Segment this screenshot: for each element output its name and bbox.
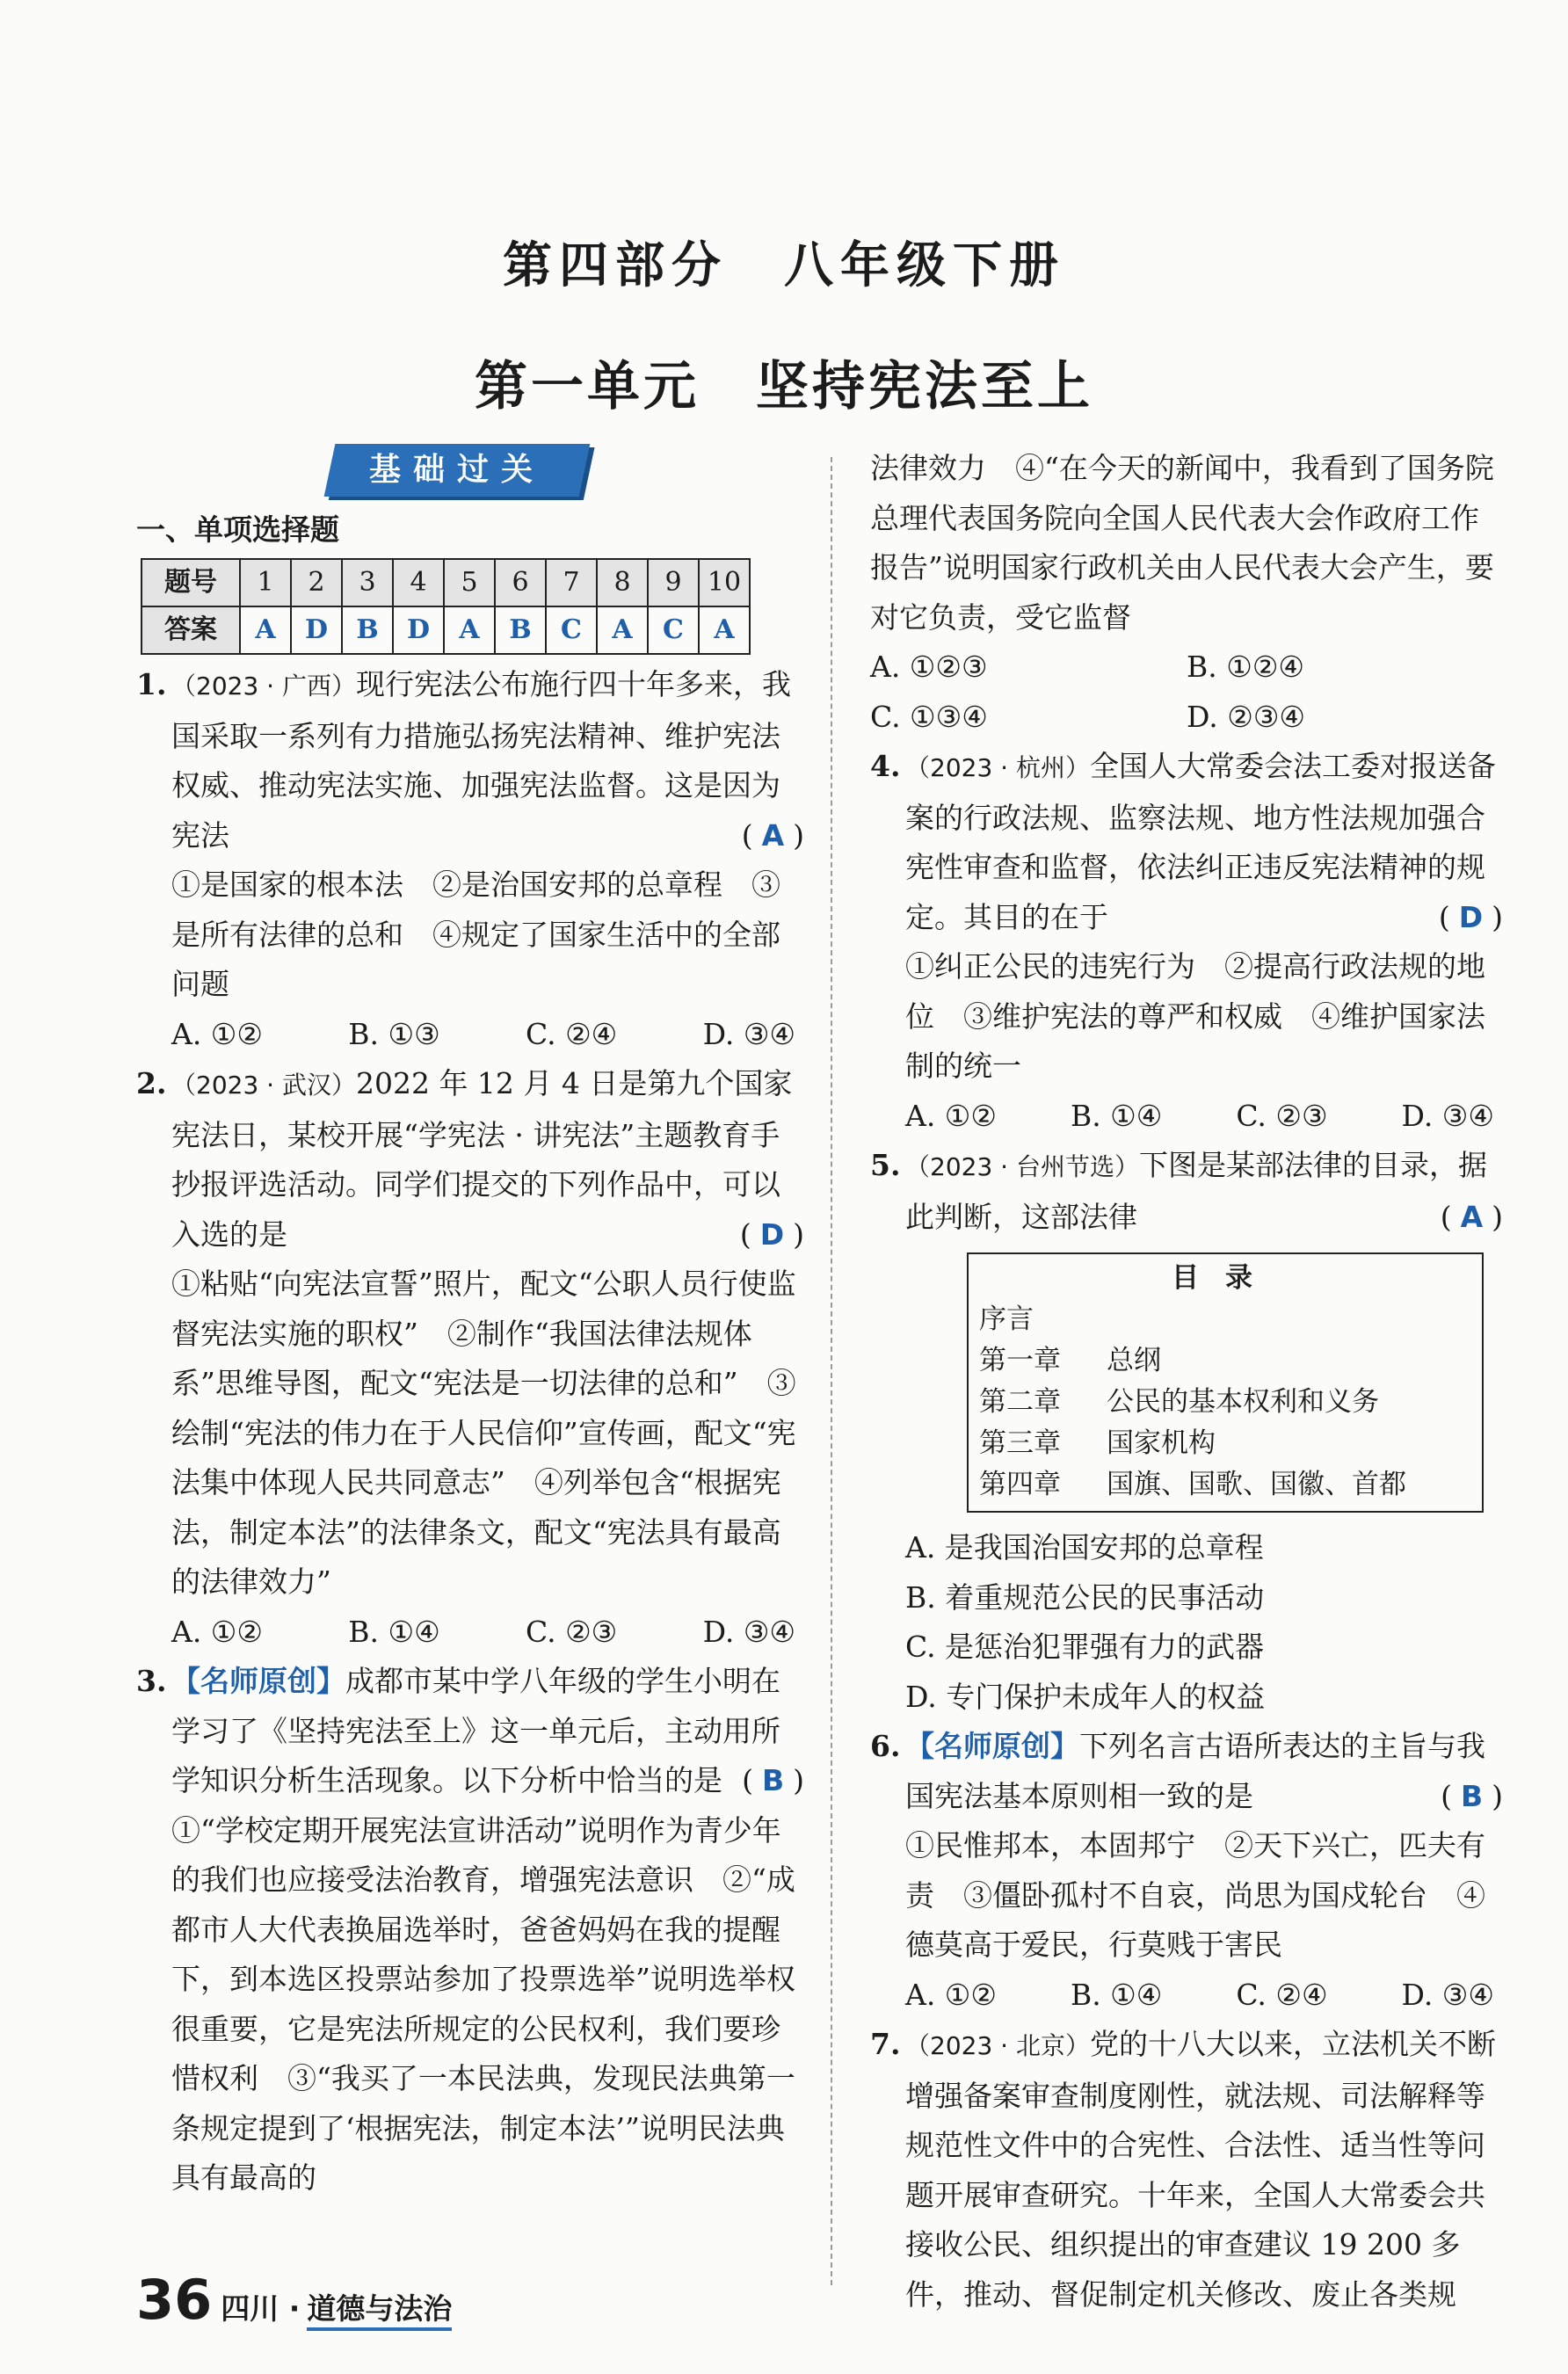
part-title: 第四部分 八年级下册 [503, 237, 1065, 294]
question-items: ①是国家的根本法 ②是治国安邦的总章程 ③是所有法律的总和 ④规定了国家生活中的全部问题 [171, 868, 780, 1001]
answer-paren: ( B ) [1441, 1778, 1503, 1813]
option: A. ①② [171, 1016, 263, 1051]
option: D. 专门保护未成年人的权益 [905, 1679, 1266, 1714]
question-options [171, 1010, 804, 1060]
question-number-cell: 5 [444, 559, 495, 606]
toc-row: 第三章 国家机构 [979, 1427, 1216, 1459]
option: C. 是惩治犯罪强有力的武器 [905, 1630, 1265, 1664]
question-number: 6. [870, 1729, 901, 1763]
option: B. ①②④ [1187, 650, 1304, 684]
question-number-cell: 6 [495, 559, 546, 606]
question-4 [870, 742, 1503, 1141]
answer-paren: ( D ) [1438, 899, 1503, 934]
question-stem: 现行宪法公布施行四十年多来，我国采取一系列有力措施弘扬宪法精神、维护宪法权威、推动宪法实施、加强宪法监督。这是因为宪法 [171, 667, 791, 853]
option: B. ①④ [1070, 1098, 1163, 1133]
question-3 [136, 1657, 804, 2203]
option: A. ①② [905, 1098, 997, 1133]
question-stem: 下图是某部法律的目录，据此判断，这部法律 [905, 1148, 1487, 1234]
answer-cell: C [546, 606, 597, 654]
option: D. ③④ [1401, 1977, 1494, 2012]
footer-province: 四川 · [221, 2291, 301, 2326]
option: B. ①④ [348, 1614, 440, 1649]
option: B. 着重规范公民的民事活动 [905, 1579, 1265, 1615]
question-options [905, 1971, 1503, 2021]
question-number: 4. [870, 749, 901, 783]
option: C. ②③ [1236, 1098, 1328, 1133]
question-options [870, 643, 1503, 742]
question-6 [870, 1722, 1503, 2020]
left-column [136, 444, 804, 2203]
page-footer [136, 2268, 452, 2332]
question-7 [870, 2020, 1503, 2320]
option: A. 是我国治国安邦的总章程 [905, 1530, 1264, 1565]
option: B. ①③ [348, 1016, 440, 1051]
question-stem: 全国人大常委会法工委对报送备案的行政法规、监察法规、地方性法规加强合宪性审查和监督，依法纠正违反宪法精神的规定。其目的在于 [905, 749, 1496, 934]
toc-title: 目录 [1172, 1262, 1279, 1294]
column-divider [831, 457, 832, 2285]
option: C. ②③ [526, 1614, 618, 1649]
question-items: ①“学校定期开展宪法宣讲活动”说明作为青少年的我们也应接受法治教育，增强宪法意识 ②“成都市人大代表换届选举时，爸爸妈妈在我的提醒下，到本选区投票站参加了投票选举”说明选举权很重要，它是宪法所规定的公民权利，我们要珍惜权利 ③“我买了一本民法典，发现民法典第一条规定提到了‘根据宪法，制定本法’”说明民法典具有最高的 [171, 1812, 795, 2195]
question-stem: 下列名言古语所表达的主旨与我国宪法基本原则相一致的是 [905, 1729, 1485, 1813]
answer-cell: B [342, 606, 393, 654]
question-number-cell: 1 [240, 559, 291, 606]
question-stem: 党的十八大以来，立法机关不断增强备案审查制度刚性，就法规、司法解释等规范性文件中的合宪性、合法性、适当性等问题开展审查研究。十年来，全国人大常委会共接收公民、组织提出的审查建议 19 200 多件，推动、督促制定机关修改、废止各类规 [905, 2027, 1496, 2312]
question-number-cell: 2 [291, 559, 342, 606]
answer-paren: ( B ) [742, 1763, 804, 1797]
question-number-cell: 3 [342, 559, 393, 606]
question-number: 3. [136, 1664, 167, 1698]
question-5 [870, 1141, 1503, 1722]
question-source: （2023 · 北京） [905, 2031, 1090, 2060]
answer-cell: A [699, 606, 750, 654]
question-source: （2023 · 杭州） [905, 753, 1090, 782]
question-number: 7. [870, 2027, 901, 2061]
option: D. ③④ [1401, 1098, 1494, 1133]
option: D. ②③④ [1187, 699, 1306, 734]
option: D. ③④ [702, 1614, 795, 1649]
question-stem: 成都市某中学八年级的学生小明在学习了《坚持宪法至上》这一单元后，主动用所学知识分析生活现象。以下分析中恰当的是 [171, 1664, 780, 1797]
toc-preface: 序言 [979, 1303, 1034, 1335]
question-number: 2. [136, 1066, 167, 1100]
option: D. ③④ [702, 1016, 795, 1051]
answer-table-header: 题号 [142, 559, 240, 606]
answer-cell: D [393, 606, 444, 654]
table-of-contents-figure [967, 1252, 1484, 1513]
question-source: （2023 · 武汉） [171, 1071, 356, 1100]
option: A. ①②③ [870, 650, 988, 684]
section-heading: 一、单项选择题 [136, 512, 339, 547]
answer-cell: A [240, 606, 291, 654]
question-items: ①民惟邦本，本固邦宁 ②天下兴亡，匹夫有责 ③僵卧孤村不自哀，尚思为国戍轮台 ④德莫高于爱民，行莫贱于害民 [905, 1828, 1485, 1962]
toc-row: 第四章 国旗、国歌、国徽、首都 [979, 1469, 1406, 1500]
option: B. ①④ [1070, 1977, 1163, 2012]
answer-cell: C [648, 606, 699, 654]
answer-cell: B [495, 606, 546, 654]
answer-paren: ( D ) [739, 1216, 804, 1252]
question-number-cell: 8 [597, 559, 648, 606]
answer-cell: A [444, 606, 495, 654]
answer-table-header: 答案 [142, 606, 240, 654]
question-number-cell: 7 [546, 559, 597, 606]
question-number-cell: 9 [648, 559, 699, 606]
answer-cell: D [291, 606, 342, 654]
option: C. ②④ [526, 1016, 618, 1051]
toc-row: 第一章 总纲 [979, 1345, 1161, 1376]
section-banner: 基础过关 [324, 444, 591, 497]
unit-title: 第一单元 坚持宪法至上 [475, 356, 1093, 417]
question-items: 法律效力 ④“在今天的新闻中，我看到了国务院总理代表国务院向全国人民代表大会作政府工作报告”说明国家行政机关由人民代表大会产生，要对它负责，受它监督 [870, 451, 1494, 635]
answer-paren: ( A ) [741, 817, 804, 853]
question-number: 1. [136, 667, 167, 701]
option: A. ①② [171, 1614, 263, 1649]
question-number-cell: 4 [393, 559, 444, 606]
option: C. ①③④ [870, 699, 988, 734]
question-number-cell: 10 [699, 559, 750, 606]
right-column [870, 444, 1503, 2320]
answer-table [141, 558, 751, 655]
question-3-continued [870, 444, 1503, 742]
answer-cell: A [597, 606, 648, 654]
question-options [905, 1092, 1503, 1142]
question-1 [136, 660, 804, 1059]
question-2 [136, 1059, 804, 1657]
question-number: 5. [870, 1148, 901, 1182]
page-number: 36 [136, 2268, 213, 2332]
question-items: ①纠正公民的违宪行为 ②提高行政法规的地位 ③维护宪法的尊严和权威 ④维护国家法制的统一 [905, 949, 1485, 1083]
question-tag: 【名师原创】 [171, 1664, 345, 1698]
question-source: （2023 · 广西） [171, 672, 356, 701]
option: C. ②④ [1236, 1977, 1328, 2012]
option: A. ①② [905, 1977, 997, 2012]
question-tag: 【名师原创】 [905, 1729, 1079, 1763]
question-items: ①粘贴“向宪法宣誓”照片，配文“公职人员行使监督宪法实施的职权” ②制作“我国法律法规体系”思维导图，配文“宪法是一切法律的总和” ③绘制“宪法的伟力在于人民信仰”宣传画，配文“宪法集中体现人民共同意志” ④列举包含“根据宪法，制定本法”的法律条文，配文“宪法具有最高的法律效力” [171, 1267, 796, 1599]
question-stem: 2022 年 12 月 4 日是第九个国家宪法日，某校开展“学宪法 · 讲宪法”主题教育手抄报评选活动。同学们提交的下列作品中，可以入选的是 [171, 1066, 793, 1252]
answer-paren: ( A ) [1440, 1199, 1503, 1234]
question-source: （2023 · 台州节选） [905, 1152, 1139, 1181]
footer-subject: 道德与法治 [307, 2286, 452, 2331]
toc-row: 第二章 公民的基本权利和义务 [979, 1386, 1379, 1418]
question-options [171, 1608, 804, 1658]
